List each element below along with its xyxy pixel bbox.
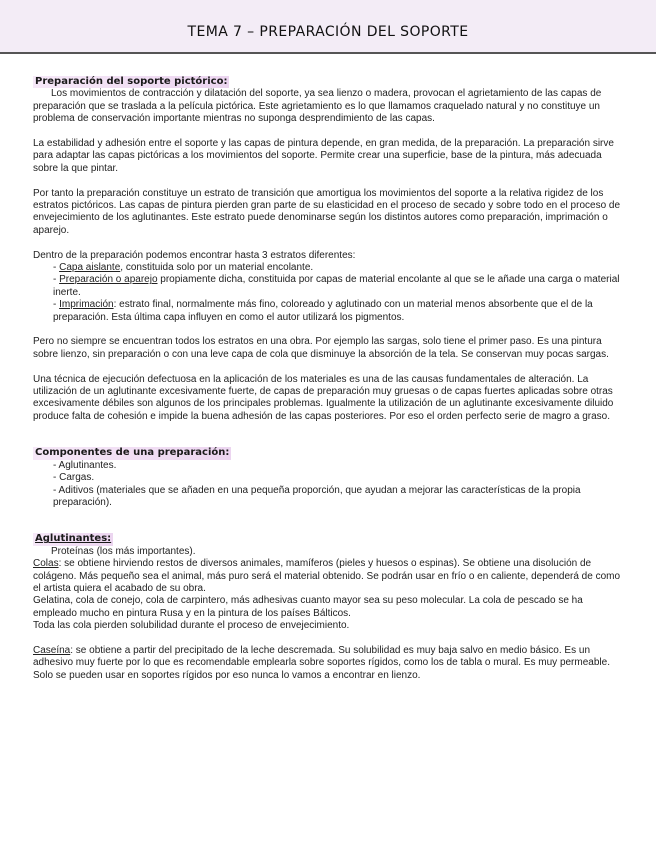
paragraph: Pero no siempre se encuentran todos los estratos en una obra. Por ejemplo las sargas, solo tiene el primer paso. Es una pintura sobre lienzo, sin preparación o con una leve capa de cola que disminuye la absorción de la tela. Se conservan muy pocas sargas. <box>33 336 609 360</box>
paragraph: Gelatina, cola de conejo, cola de carpintero, más adhesivas cuanto mayor sea su peso molecular. La cola de pescado se ha empleado mucho en pintura Rusa y en la pintura de los países Bálticos. <box>33 595 583 619</box>
term-preparacion: Preparación o aparejo <box>59 274 158 286</box>
page-header <box>0 0 656 54</box>
term-capa-aislante: Capa aislante <box>59 262 121 274</box>
list-item: - Cargas. <box>53 472 95 484</box>
term-colas: Colas <box>33 558 59 570</box>
section-heading-aglutinantes: Aglutinantes: <box>35 533 112 545</box>
list-item: - Imprimación: estrato final, normalmente más fino, coloreado y aglutinado con un material menos absorbente que el de la preparación. Esta última capa influyen en como el autor utilizará los pigmentos. <box>53 299 593 323</box>
list-item-text: : estrato final, normalmente más fino, coloreado y aglutinado con un material menos absorbente que el de la preparación. Esta última capa influyen en como el autor utilizará los pigmentos. <box>53 299 593 323</box>
list-item: - Aditivos (materiales que se añaden en una pequeña proporción, que ayudan a mejorar las características de la propia preparación). <box>53 484 581 508</box>
term-imprimacion: Imprimación <box>59 299 114 311</box>
section-aglutinantes <box>33 533 625 682</box>
list-item-text: propiamente dicha, constituida por capas de material encolante al que se le añade una carga o material inerte. <box>53 274 620 298</box>
paragraph: Proteínas (los más importantes). <box>51 545 196 557</box>
document-body <box>33 76 625 682</box>
paragraph-text: : se obtiene hirviendo restos de diversos animales, mamíferos (pieles y huesos o espinas). Se obtiene una disolución de colágeno. Más pequeño sea el animal, más puro será el material obtenido. Se podrán usar en frío o en caliente, dependerá de como el artista quiera el acabado de su obra. <box>33 558 621 594</box>
list-item: - Capa aislante, constituida solo por un material encolante. <box>53 262 314 274</box>
section-componentes <box>33 447 625 509</box>
section-soporte <box>33 76 625 423</box>
paragraph: Una técnica de ejecución defectuosa en la aplicación de los materiales es una de las causas fundamentales de alteración. La utilización de un aglutinante excesivamente fuerte, de capas de preparación muy gruesas o de capas fuertes aplicadas sobre otras excesivamente débiles son algunos de los principales problemas. Igualmente la utilización de un aglutinante excesivamente diluido produce falta de cohesión e impide la buena adhesión de las capas posteriores. Por eso el orden perfecto serie de magro a graso. <box>33 373 614 422</box>
term-caseina: Caseína <box>33 644 71 656</box>
paragraph: Dentro de la preparación podemos encontrar hasta 3 estratos diferentes: <box>33 249 356 261</box>
list-item: - Aglutinantes. <box>53 459 117 471</box>
paragraph: Los movimientos de contracción y dilatación del soporte, ya sea lienzo o madera, provocan el agrietamiento de las capas de preparación que se traslada a la película pictórica. Este agrietamiento es lo que llamamos craquelado natural y no constituye un problema de conservación importante mientras no suponga desprendimiento de las capas. <box>33 88 602 125</box>
paragraph: La estabilidad y adhesión entre el soporte y las capas de pintura depende, en gran medida, de la preparación. La preparación sirve para adaptar las capas pictóricas a los movimientos del soporte. Permite crear una superficie, base de la pintura, más adecuada sobre la que pintar. <box>33 138 614 174</box>
paragraph: Por tanto la preparación constituye un estrato de transición que amortigua los movimientos del soporte a la relativa rigidez de los estratos pictóricos. Las capas de pintura pierden gran parte de su elasticidad en el proceso de secado y sobre todo en el proceso de envejecimiento de los aglutinantes. Este estrato puede denominarse según los distintos autores como preparación, imprimación o aparejo. <box>33 187 621 236</box>
paragraph: Toda las cola pierden solubilidad durante el proceso de envejecimiento. <box>33 620 350 632</box>
paragraph-text: : se obtiene a partir del precipitado de la leche descremada. Su solubilidad es muy baja salvo en medio básico. Es un adhesivo muy fuerte por lo que es recomendable emplearla sobre soportes rígidos, como los de tabla o mural. Es muy permeable. Solo se pueden usar en soportes rígidos por eso nunca lo vamos a encontrar en lienzo. <box>33 644 610 681</box>
page-title: TEMA 7 – PREPARACIÓN DEL SOPORTE <box>187 24 469 40</box>
section-heading-soporte: Preparación del soporte pictórico: <box>35 76 228 87</box>
section-heading-componentes: Componentes de una preparación: <box>35 447 230 459</box>
list-item-text: , constituida solo por un material encolante. <box>120 262 314 274</box>
paragraph <box>33 558 625 595</box>
paragraph <box>33 645 625 682</box>
list-item: - Preparación o aparejo propiamente dicha, constituida por capas de material encolante al que se le añade una carga o material inerte. <box>53 274 620 298</box>
